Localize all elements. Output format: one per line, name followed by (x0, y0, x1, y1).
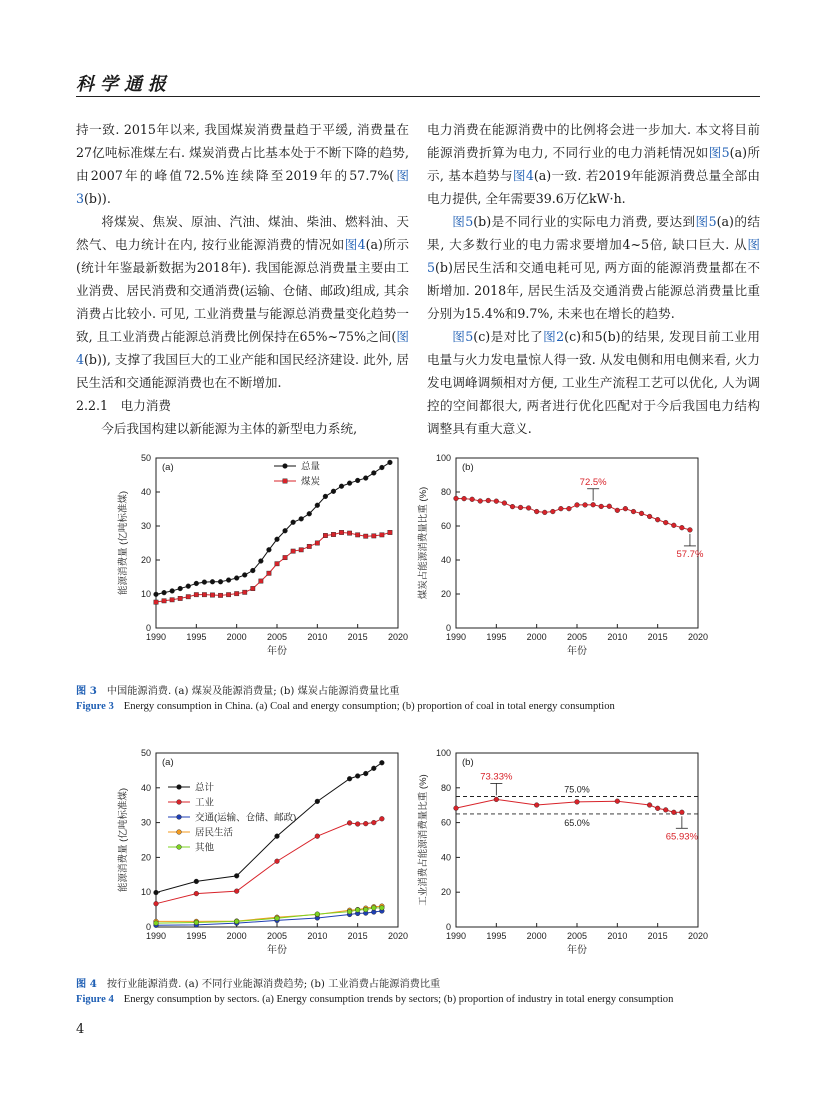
fig5-link-3[interactable]: 图5 (695, 214, 717, 229)
data-point (291, 549, 295, 553)
fig3-caption-zh: 中国能源消费. (a) 煤炭及能源消费量; (b) 煤炭占能源消费量比重 (106, 686, 400, 697)
y-tick-label: 20 (440, 887, 451, 898)
data-point (307, 511, 312, 516)
data-point (639, 511, 644, 516)
data-point (575, 799, 580, 804)
data-point (315, 799, 320, 804)
data-point (607, 504, 612, 509)
data-point (186, 595, 190, 599)
right-paragraph-2: 图5(b)是不同行业的实际电力消费, 要达到图5(a)的结果, 大多数行业的电力需求要增加4~5倍, 缺口巨大. 从图5(b)居民生活和交通电耗可见, 两方面的能源消费量都在不断增加. 2018年, 居民生活及交通消费占能源总消费量比重分别为15.4%和9.7%, 未来也在增长的趋势. (427, 214, 760, 321)
data-point (234, 919, 239, 924)
data-point (194, 920, 199, 925)
left-column (76, 118, 409, 440)
data-point (275, 859, 280, 864)
y-tick-label: 50 (140, 453, 151, 463)
x-tick-label: 2000 (226, 931, 247, 941)
data-point (355, 822, 360, 827)
data-point (267, 547, 272, 552)
legend-label: 其他 (195, 842, 215, 854)
data-point (363, 821, 368, 826)
x-tick-label: 1990 (145, 632, 167, 642)
data-point (178, 586, 183, 591)
data-point (534, 803, 539, 808)
data-point (380, 533, 384, 537)
data-point (363, 907, 368, 912)
data-point (315, 912, 320, 917)
y-tick-label: 40 (140, 487, 151, 497)
data-point (454, 806, 459, 811)
x-tick-label: 2000 (526, 931, 547, 941)
fig3-link[interactable]: 图3 (76, 168, 410, 206)
y-tick-label: 0 (445, 922, 451, 932)
series-line (456, 498, 690, 529)
data-point (178, 596, 182, 600)
legend-marker (177, 815, 182, 820)
data-point (323, 533, 327, 537)
y-tick-label: 10 (140, 887, 151, 898)
fig4a-chart (112, 745, 412, 967)
fig3-label-en: Figure 3 (76, 701, 114, 712)
y-tick-label: 0 (445, 623, 451, 633)
data-point (186, 584, 191, 589)
data-point (243, 590, 247, 594)
data-point (599, 504, 604, 509)
data-point (226, 592, 230, 596)
panel-label: (a) (162, 757, 174, 768)
data-point (679, 525, 684, 530)
y-tick-label: 50 (140, 748, 151, 758)
data-point (162, 590, 167, 595)
x-axis-label: 年份 (567, 945, 587, 956)
data-point (663, 520, 668, 525)
y-tick-label: 20 (140, 555, 151, 565)
y-tick-label: 30 (140, 521, 151, 531)
x-tick-label: 1995 (186, 632, 207, 642)
fig4-link-3[interactable]: 图4 (512, 168, 534, 183)
data-point (242, 573, 247, 578)
data-point (510, 504, 515, 509)
fig5-link-5[interactable]: 图5 (452, 329, 474, 344)
annotation-label: 57.7% (676, 548, 704, 560)
plot-frame (156, 458, 398, 628)
data-point (379, 760, 384, 765)
x-tick-label: 2010 (307, 931, 328, 941)
data-point (371, 766, 376, 771)
legend-label: 总计 (195, 782, 215, 794)
x-tick-label: 1990 (445, 931, 467, 941)
data-point (355, 478, 360, 483)
data-point (679, 810, 684, 815)
fig5-link-2[interactable]: 图5 (452, 214, 474, 229)
data-point (194, 879, 199, 884)
legend-label: 总量 (301, 461, 321, 473)
annotation-label: 73.33% (480, 771, 513, 783)
data-point (299, 548, 303, 552)
data-point (655, 517, 660, 522)
data-point (478, 499, 483, 504)
data-point (388, 530, 392, 534)
data-point (550, 509, 555, 514)
data-point (371, 905, 376, 910)
y-tick-label: 20 (440, 589, 451, 599)
y-tick-label: 40 (140, 782, 151, 793)
panel-label: (b) (462, 462, 474, 473)
data-point (364, 534, 368, 538)
data-point (502, 501, 507, 506)
data-point (379, 816, 384, 821)
right-paragraph-3: 图5(c)是对比了图2(c)和5(b)的结果, 发现目前工业用电量与火力发电量惊人得一致. 从发电侧和用电侧来看, 火力发电调峰调频相对方便, 工业生产流程工艺可以优化, 人为调控的空间都很大, 两者进行优化匹配对于今后我国电力结构调整具有重大意义. (427, 329, 760, 436)
data-point (218, 579, 223, 584)
fig4-caption (76, 977, 673, 1007)
journal-title: 科学通报 (76, 74, 172, 95)
x-tick-label: 1995 (486, 632, 507, 642)
y-tick-label: 40 (440, 555, 451, 565)
y-tick-label: 0 (145, 623, 151, 633)
data-point (371, 820, 376, 825)
data-point (283, 555, 287, 559)
x-tick-label: 2000 (526, 632, 547, 642)
y-axis-label: 工业消费占能源消费量比重 (%) (418, 774, 429, 906)
y-tick-label: 0 (145, 922, 151, 932)
data-point (583, 503, 588, 508)
reference-line-label: 75.0% (564, 784, 590, 795)
data-point (470, 497, 475, 502)
data-point (567, 506, 572, 511)
data-point (663, 807, 668, 812)
x-tick-label: 2005 (266, 931, 288, 941)
data-point (347, 531, 351, 535)
left-paragraph-2: 将煤炭、焦炭、原油、汽油、煤油、柴油、燃料油、天然气、电力统计在内, 按行业能源消费的情况如图4(a)所示(统计年鉴最新数据为2018年). 我国能源总消费量主要由工业消费、居民消费和交通消费(运输、仓储、邮政)组成, 其余消费占比较小. 可见, 工业消费量与能源总消费量变化趋势一致, 且工业消费占能源总消费比例保持在65%~75%之间(图4(b)), 支撑了我国巨大的工业产能和国民经济建设. 此外, 居民生活和交通能源消费也在不断增加. (76, 214, 409, 390)
x-tick-label: 2015 (647, 931, 668, 941)
data-point (307, 544, 311, 548)
data-point (154, 921, 159, 926)
right-column (427, 118, 760, 440)
data-point (454, 496, 459, 501)
left-paragraph-1: 持一致. 2015年以来, 我国煤炭消费量趋于平缓, 消费量在27亿吨标准煤左右. 煤炭消费占比基本处于不断下降的趋势, 由2007年的峰值72.5%连续降至2019年的57.7%(图3(b)). (76, 122, 410, 206)
journal-header (76, 70, 760, 96)
data-point (234, 873, 239, 878)
fig3-caption (76, 684, 615, 714)
x-tick-label: 1995 (186, 931, 207, 941)
data-point (347, 909, 352, 914)
legend-label: 交通(运输、仓储、邮政) (195, 812, 297, 824)
fig3a-chart (112, 450, 412, 668)
data-point (170, 589, 175, 594)
y-axis-label: 能源消费量 (亿吨标准煤) (118, 788, 129, 892)
x-axis-label: 年份 (567, 646, 587, 657)
data-point (615, 508, 620, 513)
data-point (355, 774, 360, 779)
data-point (331, 532, 335, 536)
data-point (462, 496, 467, 501)
series-line (156, 763, 382, 893)
y-axis-label: 煤炭占能源消费量比重 (%) (418, 486, 429, 600)
data-point (275, 562, 279, 566)
data-point (234, 889, 239, 894)
y-tick-label: 100 (435, 453, 451, 463)
x-tick-label: 2005 (566, 632, 588, 642)
data-point (299, 516, 304, 521)
annotation-label: 65.93% (665, 831, 698, 843)
data-point (331, 489, 336, 494)
y-tick-label: 80 (440, 487, 451, 497)
data-point (591, 502, 596, 507)
data-point (494, 797, 499, 802)
legend-label: 煤炭 (301, 476, 321, 488)
fig4-link[interactable]: 图4 (344, 237, 366, 252)
data-point (363, 771, 368, 776)
legend-marker (283, 464, 288, 469)
data-point (154, 901, 159, 906)
data-point (170, 598, 174, 602)
data-point (210, 579, 215, 584)
x-tick-label: 2020 (387, 632, 409, 642)
data-point (615, 799, 620, 804)
data-point (363, 476, 368, 481)
y-axis-label: 能源消费量 (亿吨标准煤) (118, 491, 129, 595)
data-point (339, 530, 343, 534)
y-tick-label: 20 (140, 852, 151, 863)
header-rule (76, 96, 760, 97)
data-point (218, 593, 222, 597)
data-point (315, 834, 320, 839)
data-point (655, 806, 660, 811)
data-point (194, 891, 199, 896)
x-axis-label: 年份 (267, 945, 287, 956)
y-tick-label: 60 (440, 817, 451, 828)
data-point (558, 506, 563, 511)
data-point (258, 559, 263, 564)
data-point (671, 810, 676, 815)
x-tick-label: 1990 (145, 931, 167, 941)
data-point (267, 571, 271, 575)
x-tick-label: 2020 (687, 632, 709, 642)
data-point (347, 481, 352, 486)
data-point (486, 498, 491, 503)
fig2-link[interactable]: 图2 (543, 329, 565, 344)
data-point (210, 593, 214, 597)
data-point (347, 776, 352, 781)
page-number: 4 (76, 1022, 85, 1037)
fig5-link-4[interactable]: 图5 (427, 237, 760, 275)
reference-line-label: 65.0% (564, 817, 590, 828)
data-point (623, 506, 628, 511)
plot-frame (156, 753, 398, 927)
x-axis-label: 年份 (267, 646, 287, 657)
data-point (194, 592, 198, 596)
x-tick-label: 2000 (226, 632, 247, 642)
y-tick-label: 30 (140, 817, 151, 828)
data-point (575, 503, 580, 508)
data-point (631, 509, 636, 514)
panel-label: (b) (462, 757, 474, 768)
data-point (226, 578, 231, 583)
data-point (154, 890, 159, 895)
data-point (315, 503, 320, 508)
data-point (347, 821, 352, 826)
data-point (194, 581, 199, 586)
y-tick-label: 10 (140, 589, 151, 599)
legend-marker (283, 479, 287, 483)
legend-marker (177, 800, 182, 805)
fig3b-chart (412, 450, 712, 668)
fig4-link-2[interactable]: 图4 (76, 329, 409, 367)
x-tick-label: 2010 (607, 632, 628, 642)
data-point (671, 523, 676, 528)
x-tick-label: 1990 (445, 632, 467, 642)
data-point (259, 579, 263, 583)
x-tick-label: 2020 (687, 931, 709, 941)
data-point (379, 905, 384, 910)
data-point (234, 591, 238, 595)
data-point (494, 499, 499, 504)
x-tick-label: 2005 (566, 931, 588, 941)
data-point (371, 471, 376, 476)
left-paragraph-3: 今后我国构建以新能源为主体的新型电力系统, (101, 421, 358, 436)
x-tick-label: 2005 (266, 632, 288, 642)
fig3-caption-en: Energy consumption in China. (a) Coal and energy consumption; (b) proportion of coal in total energy consumption (123, 701, 615, 712)
data-point (291, 520, 296, 525)
data-point (323, 494, 328, 499)
x-tick-label: 2015 (347, 632, 368, 642)
x-tick-label: 2015 (647, 632, 668, 642)
fig3-label-zh: 图 3 (76, 685, 97, 697)
data-point (251, 586, 255, 590)
fig4b-chart (412, 745, 712, 967)
y-tick-label: 80 (440, 782, 451, 793)
data-point (379, 465, 384, 470)
x-tick-label: 2015 (347, 931, 368, 941)
x-tick-label: 2010 (307, 632, 328, 642)
data-point (372, 534, 376, 538)
data-point (234, 576, 239, 581)
data-point (154, 600, 158, 604)
data-point (275, 537, 280, 542)
data-point (355, 908, 360, 913)
annotation-label: 72.5% (579, 476, 607, 488)
data-point (202, 580, 207, 585)
fig4-label-en: Figure 4 (76, 994, 114, 1005)
fig4-label-zh: 图 4 (76, 978, 97, 990)
legend-marker (177, 830, 182, 835)
data-point (518, 505, 523, 510)
x-tick-label: 2010 (607, 931, 628, 941)
legend-label: 工业 (195, 797, 215, 809)
section-heading: 2.2.1 电力消费 (76, 398, 172, 413)
data-point (154, 592, 159, 597)
fig4-caption-zh: 按行业能源消费. (a) 不同行业能源消费趋势; (b) 工业消费占能源消费比重 (106, 979, 441, 990)
y-tick-label: 100 (435, 748, 451, 758)
data-point (355, 533, 359, 537)
x-tick-label: 2020 (387, 931, 409, 941)
series-line (156, 462, 390, 594)
data-point (315, 541, 319, 545)
legend-label: 居民生活 (195, 827, 234, 839)
data-point (542, 510, 547, 515)
data-point (647, 803, 652, 808)
series-line (156, 532, 390, 602)
panel-label: (a) (162, 462, 174, 473)
data-point (162, 599, 166, 603)
data-point (202, 592, 206, 596)
data-point (275, 834, 280, 839)
right-paragraph-1: 电力消费在能源消费中的比例将会进一步加大. 本文将目前能源消费折算为电力, 不同行业的电力消耗情况如图5(a)所示, 基本趋势与图4(a)一致. 若2019年能源消费总量全部由电力提供, 全年需要39.6万亿kW·h. (427, 122, 761, 206)
legend-marker (177, 785, 182, 790)
data-point (688, 528, 693, 533)
data-point (339, 484, 344, 489)
legend-marker (177, 845, 182, 850)
data-point (526, 506, 531, 511)
y-tick-label: 60 (440, 521, 451, 531)
x-tick-label: 1995 (486, 931, 507, 941)
plot-frame (456, 458, 698, 628)
data-point (647, 514, 652, 519)
fig5-link[interactable]: 图5 (708, 145, 730, 160)
fig4-caption-en: Energy consumption by sectors. (a) Energy consumption trends by sectors; (b) proportion of industry in total energy consumption (123, 994, 674, 1005)
data-point (388, 460, 393, 465)
data-point (275, 916, 280, 921)
data-point (534, 509, 539, 514)
data-point (250, 568, 255, 573)
data-point (283, 528, 288, 533)
y-tick-label: 40 (440, 852, 451, 863)
